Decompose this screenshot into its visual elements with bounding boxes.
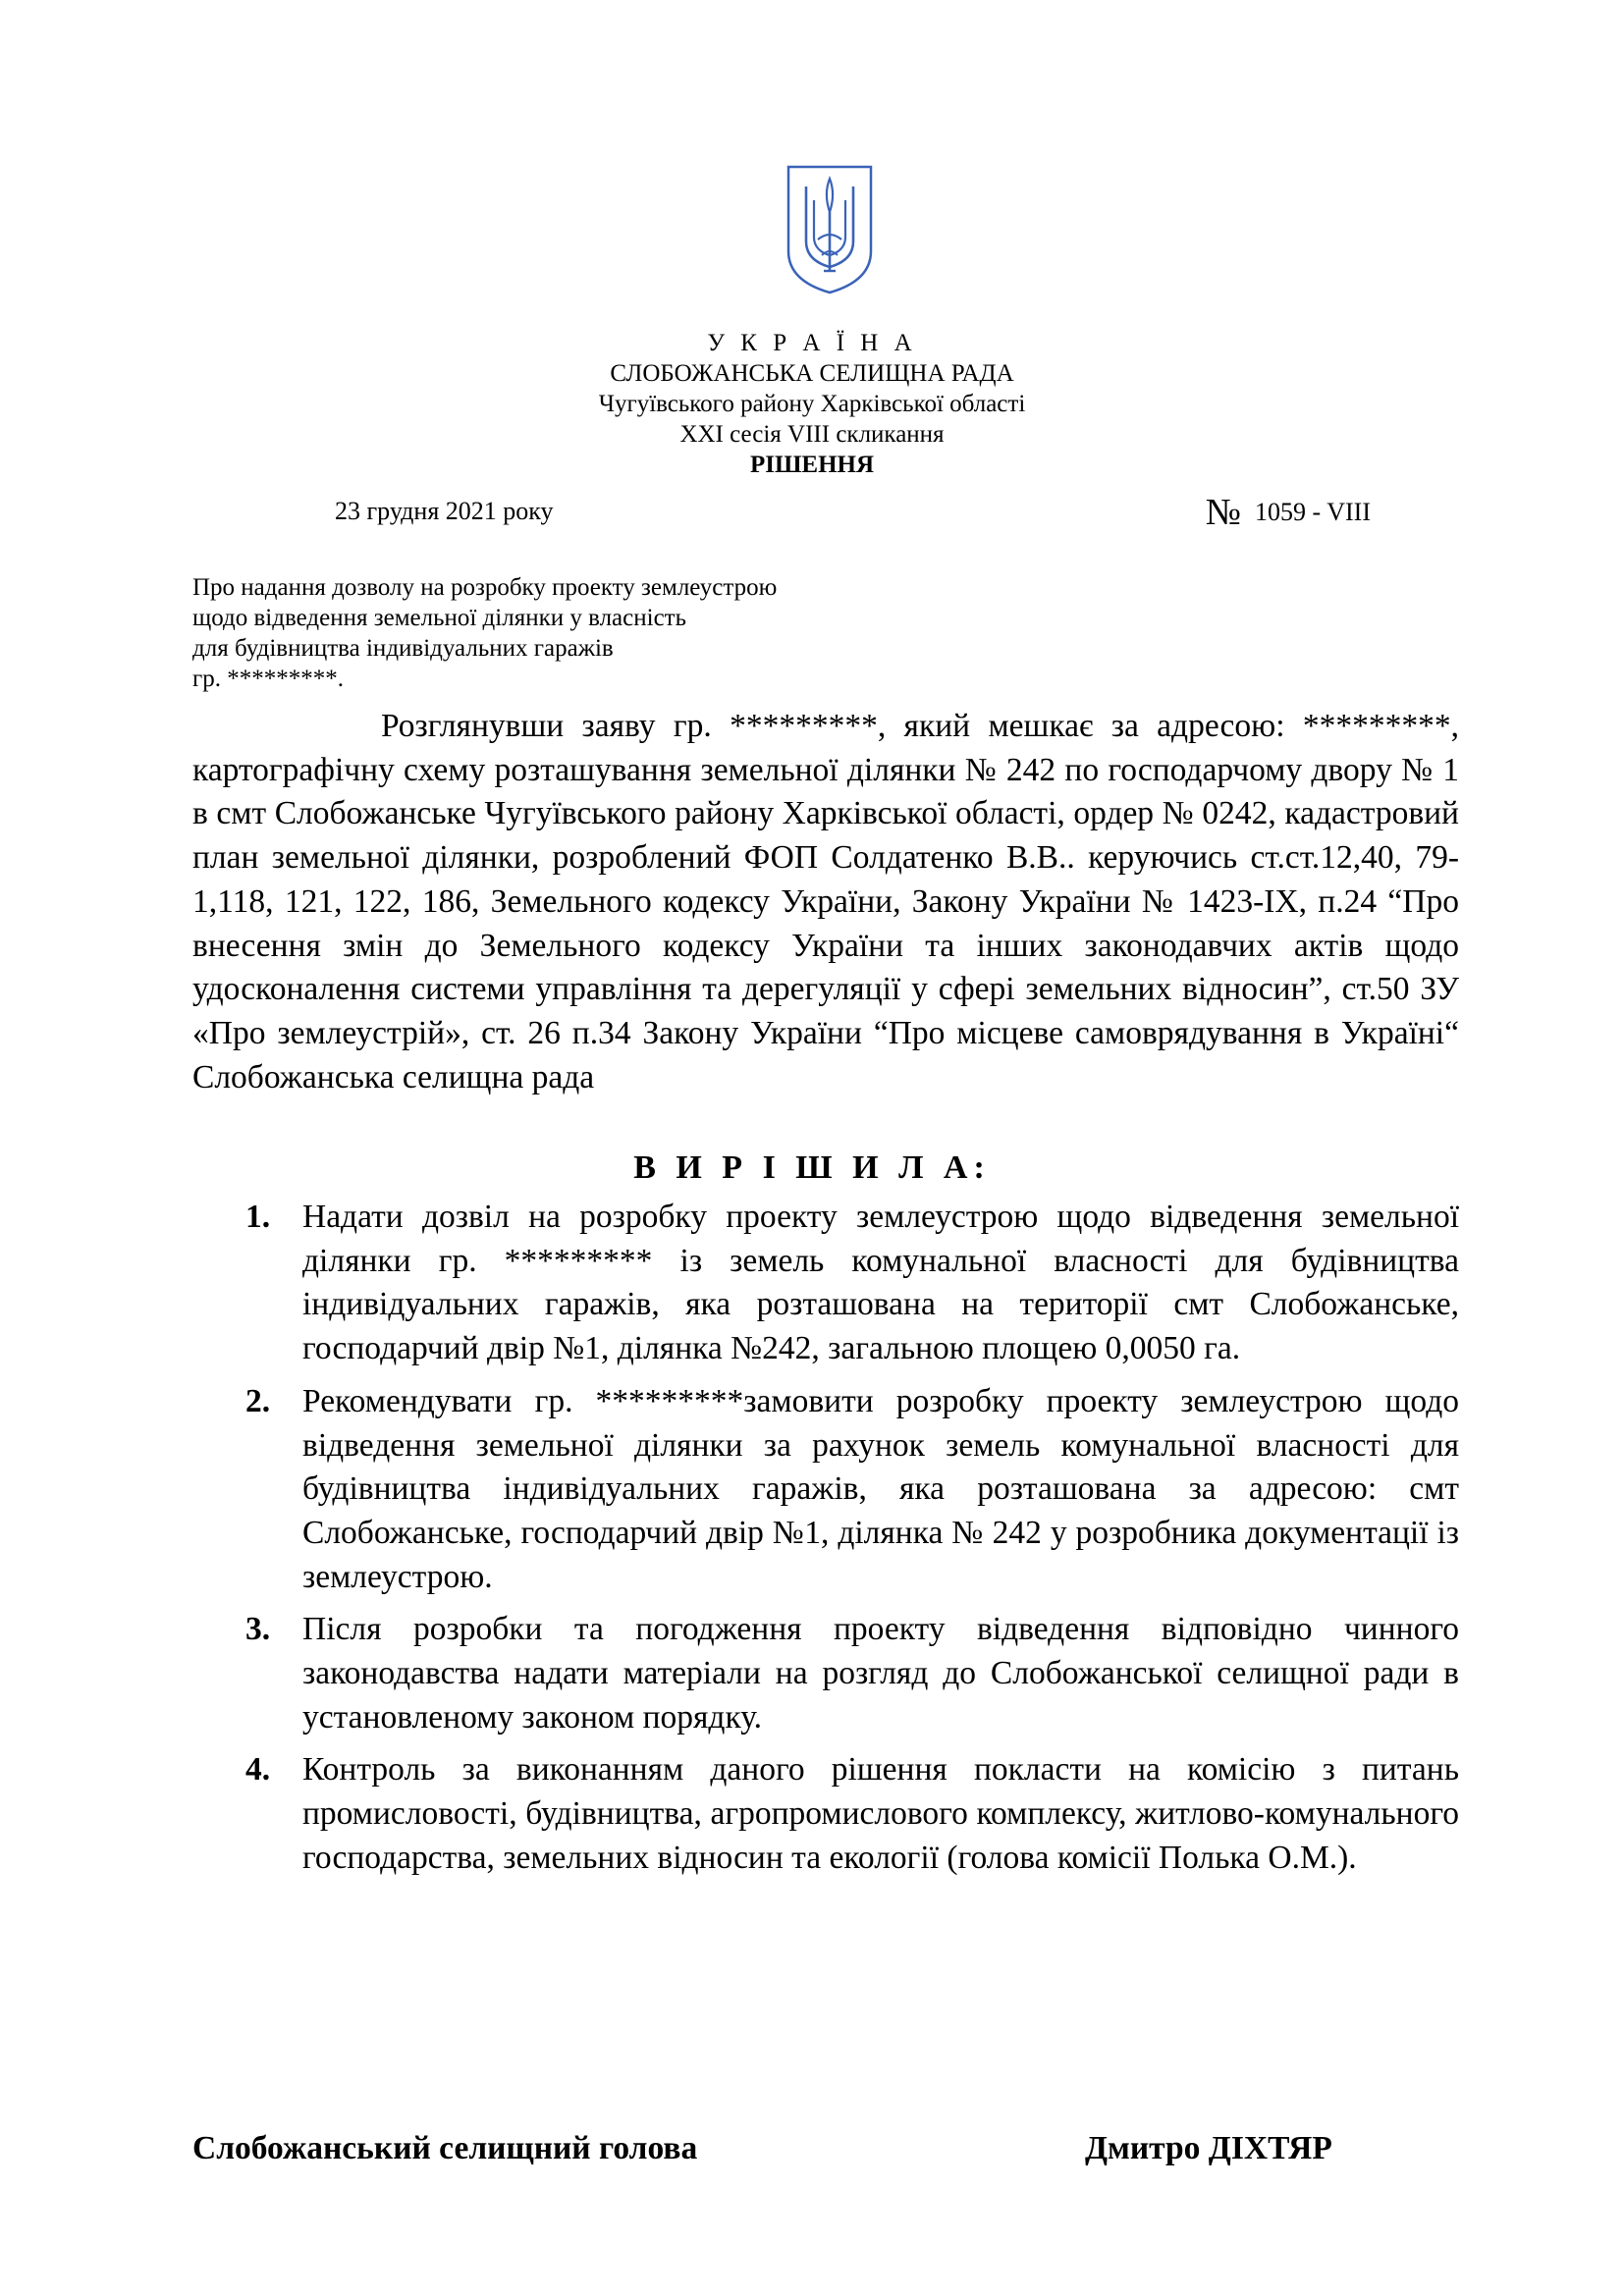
document-type: РІШЕННЯ	[749, 452, 875, 478]
item-text: Після розробки та погодження проекту відведення відповідно чинного законодавства надати матеріали на розгляд до Слобожанської селищної ради в установленому законом порядку.	[302, 1611, 1459, 1735]
item-number: 2.	[245, 1382, 271, 1419]
session-info: XXI сесія VIII скликання	[679, 421, 945, 448]
item-number: 1.	[245, 1199, 271, 1235]
decided-heading: В И Р І Ш И Л А:	[633, 1149, 991, 1186]
list-item	[245, 1196, 1459, 1371]
subject-line: для будівництва індивідуальних гаражів	[192, 635, 614, 662]
number-value: 1059 - VIII	[1255, 498, 1371, 526]
coat-of-arms-icon	[783, 161, 877, 298]
decision-number	[1206, 491, 1371, 534]
list-item	[245, 1748, 1459, 1880]
number-sign: №	[1205, 492, 1242, 533]
document-header	[0, 328, 1624, 480]
district-name: Чугуївського району Харківської області	[598, 391, 1026, 417]
signature-position: Слобожанський селищний голова	[192, 2130, 698, 2166]
subject-line: щодо відведення земельної ділянки у власність	[192, 605, 686, 631]
decision-subject	[192, 572, 939, 694]
signature-name: Дмитро ДІХТЯР	[1085, 2130, 1332, 2166]
subject-line: Про надання дозволу на розробку проекту землеустрою	[192, 574, 778, 601]
decision-date: 23 грудня 2021 року	[335, 497, 554, 525]
item-text: Надати дозвіл на розробку проекту землеустрою щодо відведення земельної ділянки гр. ********* із земель комунальної власності для будівництва індивідуальних гаражів, яка розташована на території смт Слобожанське, господарчий двір №1, ділянка №242, загальною площею 0,0050 га.	[302, 1199, 1459, 1367]
item-number: 3.	[245, 1611, 271, 1648]
subject-line: гр. *********.	[192, 666, 345, 692]
decision-items	[245, 1196, 1459, 1881]
preamble-paragraph	[192, 705, 1459, 1099]
item-text: Рекомендувати гр. *********замовити розробку проекту землеустрою щодо відведення земельної ділянки за рахунок земель комунальної власності для будівництва індивідуальних гаражів, яка розташована за адресою: смт Слобожанське, господарчий двір №1, ділянка № 242 у розробника документації із землеустрою.	[302, 1382, 1459, 1595]
council-name: СЛОБОЖАНСЬКА СЕЛИЩНА РАДА	[610, 360, 1014, 387]
item-number: 4.	[245, 1751, 271, 1789]
list-item	[245, 1608, 1459, 1739]
item-text: Контроль за виконанням даного рішення покласти на комісію з питань промисловості, будівництва, агропромислового комплексу, житлово-комунального господарства, земельних відносин та екології (голова комісії Полька О.М.).	[302, 1751, 1459, 1876]
preamble-text: Розглянувши заяву гр. *********, який мешкає за адресою: *********, картографічну схему розташування земельної ділянки № 242 по господарчому двору № 1 в смт Слобожанське Чугуївського району Харківської області, ордер № 0242, кадастровий план земельної ділянки, розроблений ФОП Солдатенко В.В.. керуючись ст.ст.12,40, 79-1,118, 121, 122, 186, Земельного кодексу України, Закону України № 1423-IX, п.24 “Про внесення змін до Земельного кодексу України та інших законодавчих актів щодо удосконалення системи управління та дерегуляції у сфері земельних відносин”, ст.50 ЗУ «Про землеустрій», ст. 26 п.34 Закону України “Про місцеве самоврядування в Україні“ Слобожанська селищна рада	[192, 708, 1459, 1095]
country-name: У К Р А Ї Н А	[707, 330, 917, 356]
list-item	[245, 1380, 1459, 1600]
